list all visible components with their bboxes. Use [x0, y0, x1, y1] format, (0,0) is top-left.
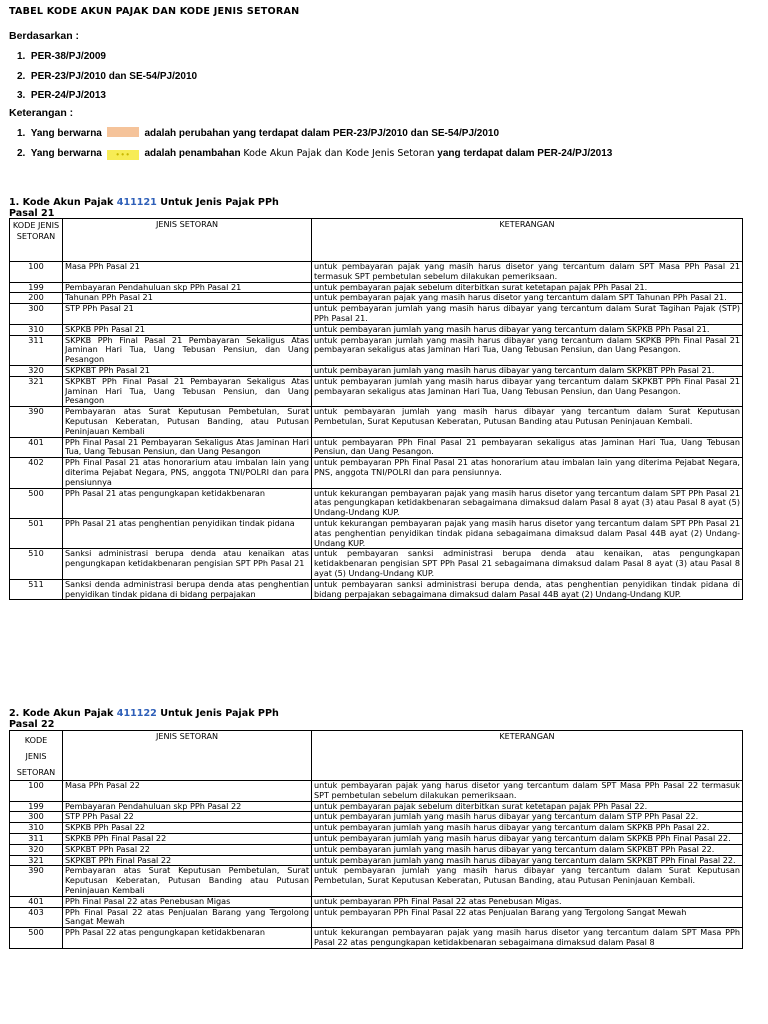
desc-cell: untuk pembayaran jumlah yang masih harus dibayar yang tercantum dalam SKPKB PPh Final Pasal 21 pembayaran sekaligus atas Jaminan Hari Tua, Uang Tebusan Pensiun, dan Uang Pesangon.	[312, 335, 743, 365]
code-cell: 321	[10, 855, 63, 866]
reference-item	[17, 51, 197, 71]
header-code-line: JENIS	[25, 751, 47, 761]
desc-cell: untuk pembayaran PPh Final Pasal 22 atas Penjualan Barang yang Tergolong Sangat Mewah	[312, 907, 743, 928]
code-cell: 300	[10, 812, 63, 823]
code-cell: 500	[10, 928, 63, 949]
account-code: 411121	[116, 197, 157, 208]
yellow-highlight-swatch: • • •	[107, 150, 139, 160]
table-row	[10, 896, 743, 907]
type-cell: PPh Final Pasal 22 atas Penjualan Barang yang Tergolong Sangat Mewah	[63, 907, 312, 928]
table-row	[10, 823, 743, 834]
document-title: TABEL KODE AKUN PAJAK DAN KODE JENIS SETORAN	[9, 6, 300, 17]
code-cell: 390	[10, 407, 63, 437]
reference-list	[17, 51, 197, 110]
table-row	[10, 907, 743, 928]
table-row	[10, 324, 743, 335]
type-cell: Masa PPh Pasal 21	[63, 262, 312, 283]
desc-cell: untuk pembayaran jumlah yang masih harus dibayar yang tercantum dalam SKPKBT PPh Final Pasal 22.	[312, 855, 743, 866]
code-cell: 199	[10, 282, 63, 293]
desc-cell: untuk kekurangan pembayaran pajak yang masih harus disetor yang tercantum dalam SPT PPh Pasal 21 atas penghentian penyidikan tindak pidana sebagaimana dimaksud dalam Pasal 44B ayat (2) Undang-Undang KUP.	[312, 518, 743, 548]
table-row	[10, 304, 743, 325]
table-row	[10, 866, 743, 896]
desc-cell: untuk pembayaran jumlah yang masih harus dibayar yang tercantum dalam Surat Tagihan Pajak (STP) PPh Pasal 21.	[312, 304, 743, 325]
note-text-end: yang terdapat dalam PER-24/PJ/2013	[437, 148, 613, 159]
section-title-pph21	[9, 197, 309, 219]
desc-cell: untuk pembayaran jumlah yang masih harus dibayar yang tercantum dalam SKPKB PPh Final Pasal 22.	[312, 833, 743, 844]
table-row	[10, 928, 743, 949]
code-cell: 510	[10, 549, 63, 579]
note-number: 1.	[17, 128, 26, 139]
header-desc: KETERANGAN	[312, 731, 743, 781]
note-number: 2.	[17, 148, 26, 159]
code-cell: 320	[10, 365, 63, 376]
type-cell: Sanksi denda administrasi berupa denda atas penghentian penyidikan tindak pidana di bidang perpajakan	[63, 579, 312, 600]
desc-cell: untuk pembayaran PPh Final Pasal 21 atas honorarium atau imbalan lain yang diterima Pejabat Negara, PNS, anggota TNI/POLRI dan para pensiunnya.	[312, 458, 743, 488]
orange-highlight-swatch	[107, 127, 139, 137]
type-cell: PPh Final Pasal 22 atas Penebusan Migas	[63, 896, 312, 907]
type-cell: Sanksi administrasi berupa denda atau kenaikan atas pengungkapan ketidakbenaran pengisian SPT PPh Pasal 21	[63, 549, 312, 579]
table-header-row	[10, 731, 743, 781]
code-cell: 100	[10, 262, 63, 283]
code-cell: 311	[10, 335, 63, 365]
table-row	[10, 781, 743, 802]
code-cell: 403	[10, 907, 63, 928]
section-title-prefix: 2. Kode Akun Pajak	[9, 708, 114, 719]
section-title-suffix: Untuk Jenis Pajak PPh Pasal 21	[9, 197, 279, 219]
reference-item	[17, 71, 197, 91]
type-cell: SKPKBT PPh Pasal 22	[63, 844, 312, 855]
header-type: JENIS SETORAN	[63, 219, 312, 262]
table-row	[10, 407, 743, 437]
header-code-text: KODE JENIS SETORAN	[12, 220, 60, 241]
header-code	[10, 731, 63, 781]
table-row	[10, 262, 743, 283]
type-cell: Pembayaran Pendahuluan skp PPh Pasal 21	[63, 282, 312, 293]
section-title-prefix: 1. Kode Akun Pajak	[9, 197, 114, 208]
note-prefix: Yang berwarna	[30, 128, 102, 139]
table-row	[10, 437, 743, 458]
code-cell: 501	[10, 518, 63, 548]
note-prefix: Yang berwarna	[30, 148, 102, 159]
desc-cell: untuk pembayaran PPh Final Pasal 21 pembayaran sekaligus atas Jaminan Hari Tua, Uang Tebusan Pensiun, dan Uang Pesangon.	[312, 437, 743, 458]
table-row	[10, 844, 743, 855]
type-cell: PPh Pasal 21 atas pengungkapan ketidakbenaran	[63, 488, 312, 518]
table-row	[10, 293, 743, 304]
type-cell: STP PPh Pasal 21	[63, 304, 312, 325]
desc-cell: untuk pembayaran pajak yang masih harus disetor yang tercantum dalam SPT Masa PPh Pasal 21 termasuk SPT pembetulan sebelum dilakukan pemeriksaan.	[312, 262, 743, 283]
desc-cell: untuk pembayaran pajak sebelum diterbitkan surat ketetapan pajak PPh Pasal 22.	[312, 801, 743, 812]
table-row	[10, 833, 743, 844]
type-cell: PPh Pasal 21 atas penghentian penyidikan tindak pidana	[63, 518, 312, 548]
code-cell: 390	[10, 866, 63, 896]
desc-cell: untuk pembayaran jumlah yang masih harus dibayar yang tercantum dalam SKPKB PPh Pasal 21.	[312, 324, 743, 335]
desc-cell: untuk pembayaran jumlah yang masih harus dibayar yang tercantum dalam Surat Keputusan Pembetulan, Surat Keputusan Keberatan, Putusan Banding atau Putusan Peninjauan Kembali.	[312, 407, 743, 437]
code-cell: 500	[10, 488, 63, 518]
notes-list	[17, 127, 612, 169]
desc-cell: untuk pembayaran jumlah yang masih harus dibayar yang tercantum dalam SKPKBT PPh Final Pasal 21 pembayaran sekaligus atas Jaminan Hari Tua, Uang Tebusan Pensiun, dan Uang Pesangon.	[312, 376, 743, 406]
code-cell: 402	[10, 458, 63, 488]
table-row	[10, 458, 743, 488]
header-desc: KETERANGAN	[312, 219, 743, 262]
reference-number: 1.	[17, 51, 26, 62]
note-inline-text: Kode Akun Pajak dan Kode Jenis Setoran	[243, 148, 435, 159]
type-cell: STP PPh Pasal 22	[63, 812, 312, 823]
table-row	[10, 579, 743, 600]
type-cell: Pembayaran Pendahuluan skp PPh Pasal 22	[63, 801, 312, 812]
type-cell: SKPKB PPh Pasal 21	[63, 324, 312, 335]
code-cell: 321	[10, 376, 63, 406]
code-cell: 320	[10, 844, 63, 855]
reference-text: PER-24/PJ/2013	[30, 90, 106, 101]
table-row	[10, 335, 743, 365]
type-cell: SKPKB PPh Final Pasal 22	[63, 833, 312, 844]
desc-cell: untuk pembayaran jumlah yang masih harus dibayar yang tercantum dalam SKPKBT PPh Pasal 21.	[312, 365, 743, 376]
basis-label: Berdasarkan :	[9, 30, 80, 42]
code-cell: 401	[10, 896, 63, 907]
type-cell: PPh Pasal 22 atas pengungkapan ketidakbenaran	[63, 928, 312, 949]
desc-cell: untuk pembayaran jumlah yang masih harus dibayar yang tercantum dalam STP PPh Pasal 22.	[312, 812, 743, 823]
tax-code-table-pph22	[9, 730, 743, 949]
section-title-suffix: Untuk Jenis Pajak PPh Pasal 22	[9, 708, 279, 730]
note-item	[17, 127, 612, 148]
type-cell: Pembayaran atas Surat Keputusan Pembetulan, Surat Keputusan Keberatan, Putusan Banding, atau Putusan Peninjauan Kembali	[63, 407, 312, 437]
desc-cell: untuk pembayaran PPh Final Pasal 22 atas Penebusan Migas.	[312, 896, 743, 907]
header-code-line: KODE	[24, 735, 48, 745]
header-type: JENIS SETORAN	[63, 731, 312, 781]
table-row	[10, 518, 743, 548]
type-cell: Masa PPh Pasal 22	[63, 781, 312, 802]
table-row	[10, 855, 743, 866]
table-row	[10, 812, 743, 823]
type-cell: PPh Final Pasal 21 atas honorarium atau imbalan lain yang diterima Pejabat Negara, PNS, anggota TNI/POLRI dan para pensiunnya	[63, 458, 312, 488]
table-row	[10, 801, 743, 812]
code-cell: 511	[10, 579, 63, 600]
desc-cell: untuk pembayaran jumlah yang masih harus dibayar yang tercantum dalam SKPKBT PPh Pasal 22.	[312, 844, 743, 855]
note-item	[17, 148, 612, 169]
section-title-pph22	[9, 708, 309, 730]
type-cell: SKPKBT PPh Final Pasal 22	[63, 855, 312, 866]
reference-text: PER-38/PJ/2009	[30, 51, 106, 62]
header-code-line: SETORAN	[16, 767, 56, 777]
type-cell: PPh Final Pasal 21 Pembayaran Sekaligus Atas Jaminan Hari Tua, Uang Tebusan Pensiun, dan Uang Pesangon	[63, 437, 312, 458]
desc-cell: untuk pembayaran pajak yang harus disetor yang tercantum dalam SPT Masa PPh Pasal 22 termasuk SPT pembetulan sebelum dilakukan pemeriksaan.	[312, 781, 743, 802]
desc-cell: untuk pembayaran pajak yang masih harus disetor yang tercantum dalam SPT Tahunan PPh Pasal 21.	[312, 293, 743, 304]
desc-cell: untuk pembayaran pajak sebelum diterbitkan surat ketetapan pajak PPh Pasal 21.	[312, 282, 743, 293]
type-cell: SKPKB PPh Final Pasal 21 Pembayaran Sekaligus Atas Jaminan Hari Tua, Uang Tebusan Pensiun, dan Uang Pesangon	[63, 335, 312, 365]
note-text: adalah perubahan yang terdapat dalam PER-23/PJ/2010 dan SE-54/PJ/2010	[144, 128, 500, 139]
header-code	[10, 219, 63, 262]
code-cell: 311	[10, 833, 63, 844]
code-cell: 100	[10, 781, 63, 802]
code-cell: 300	[10, 304, 63, 325]
desc-cell: untuk pembayaran jumlah yang masih harus dibayar yang tercantum dalam SKPKB PPh Pasal 22.	[312, 823, 743, 834]
table-row	[10, 376, 743, 406]
type-cell: SKPKB PPh Pasal 22	[63, 823, 312, 834]
desc-cell: untuk kekurangan pembayaran pajak yang masih harus disetor yang tercantum dalam SPT Masa PPh Pasal 22 atas pengungkapan ketidakbenaran sebagaimana dimaksud dalam Pasal 8	[312, 928, 743, 949]
desc-cell: untuk pembayaran jumlah yang masih harus dibayar yang tercantum dalam Surat Keputusan Pembetulan, Surat Keputusan Keberatan, Putusan Banding, atau Putusan Peninjauan Kembali.	[312, 866, 743, 896]
table-row	[10, 365, 743, 376]
notes-label: Keterangan :	[9, 107, 74, 119]
desc-cell: untuk pembayaran sanksi administrasi berupa denda, atas penghentian penyidikan tindak pidana di bidang perpajakan sebagaimana dimaksud dalam Pasal 44B ayat (2) Undang-Undang KUP.	[312, 579, 743, 600]
table-row	[10, 488, 743, 518]
table-row	[10, 549, 743, 579]
account-code: 411122	[116, 708, 157, 719]
type-cell: SKPKBT PPh Final Pasal 21 Pembayaran Sekaligus Atas Jaminan Hari Tua, Uang Tebusan Pensiun, dan Uang Pesangon	[63, 376, 312, 406]
type-cell: SKPKBT PPh Pasal 21	[63, 365, 312, 376]
type-cell: Pembayaran atas Surat Keputusan Pembetulan, Surat Keputusan Keberatan, Putusan Banding atau Putusan Peninjauan Kembali	[63, 866, 312, 896]
code-cell: 310	[10, 823, 63, 834]
reference-number: 2.	[17, 70, 26, 82]
reference-number: 3.	[17, 90, 26, 101]
code-cell: 401	[10, 437, 63, 458]
code-cell: 199	[10, 801, 63, 812]
note-text: adalah penambahan	[144, 148, 241, 159]
code-cell: 200	[10, 293, 63, 304]
desc-cell: untuk kekurangan pembayaran pajak yang masih harus disetor yang tercantum dalam SPT PPh Pasal 21 atas pengungkapan ketidakbenaran sebagaimana dimaksud dalam Pasal 8 ayat (3) atau Pasal 8 ayat (5) Undang-Undang KUP.	[312, 488, 743, 518]
desc-cell: untuk pembayaran sanksi administrasi berupa denda atau kenaikan, atas pengungkapan ketidakbenaran pengisian SPT PPh Pasal 21 sebagaimana dimaksud dalam Pasal 8 ayat (3) atau Pasal 8 ayat (5) Undang-Undang KUP.	[312, 549, 743, 579]
code-cell: 310	[10, 324, 63, 335]
reference-text: PER-23/PJ/2010 dan SE-54/PJ/2010	[30, 70, 198, 82]
type-cell: Tahunan PPh Pasal 21	[63, 293, 312, 304]
table-row	[10, 282, 743, 293]
table-header-row	[10, 219, 743, 262]
tax-code-table-pph21	[9, 218, 743, 600]
